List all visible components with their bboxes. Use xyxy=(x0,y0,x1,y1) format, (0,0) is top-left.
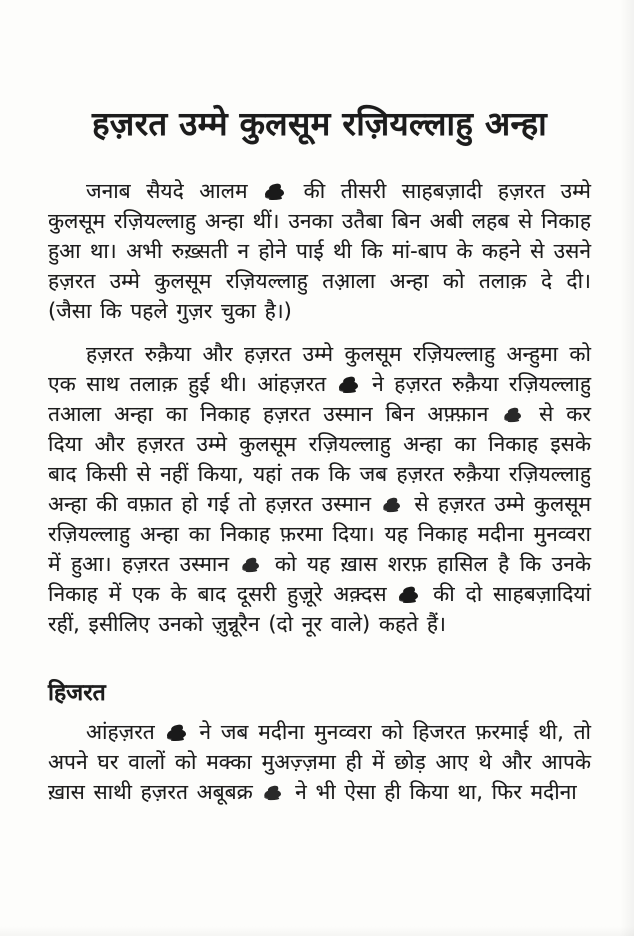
companion-honorific-icon xyxy=(505,408,523,423)
prophet-honorific-icon xyxy=(167,725,188,742)
companion-honorific-icon xyxy=(243,558,261,573)
paragraph-3: आंहज़रत ने जब मदीना मुनव्वरा को हिजरत फ़रमाई थी, तो अपने घर वालों को मक्का मुअज़्ज़मा ही में छोड़ आए थे और आपके ख़ास साथी हज़रत अबूबक्र ने भी ऐसा ही किया था, फिर मदीना xyxy=(48,719,591,804)
prophet-honorific-icon xyxy=(399,587,420,604)
companion-honorific-icon xyxy=(383,498,401,513)
prophet-honorific-icon xyxy=(265,184,286,201)
companion-honorific-icon xyxy=(265,786,283,801)
page-title: हज़रत उम्मे कुलसूम रज़ियल्लाहु अन्हा xyxy=(91,104,548,143)
paragraph-1: जनाब सैयदे आलम की तीसरी साहबज़ादी हज़रत उम्मे कुलसूम रज़ियल्लाहु अन्हा थीं। उनका उतैबा बिन अबी लहब से निकाह हुआ था। अभी रुख़्सती न होने पाई थी कि मां-बाप के कहने से उसने हज़रत उम्मे कुलसूम रज़ियल्लाहु तआ़ला अन्हा को तलाक़ दे दी। (जैसा कि पहले गुज़र चुका है।) xyxy=(48,178,591,323)
paragraph-2: हज़रत रुक़ैया और हज़रत उम्मे कुलसूम रज़ियल्लाहु अन्हुमा को एक साथ तलाक़ हुई थी। आंहज़रत ने हज़रत रुक़ैया रज़ियल्लाहु तआला अन्हा का निकाह हज़रत उस्मान बिन अफ़्फ़ान से कर दिया और हज़रत उम्मे कुलसूम रज़ियल्लाहु अन्हा का निकाह इसके बाद किसी से नहीं किया, यहां तक कि जब हज़रत रुक़ैया रज़ियल्लाहु अन्हा की वफ़ात हो गई तो हज़रत उस्मान से हज़रत उम्मे कुलसूम रज़ियल्लाहु अन्हा का निकाह फ़रमा दिया। यह निकाह मदीना मुनव्वरा में हुआ। हज़रत उस्मान को यह ख़ास शरफ़ हासिल है कि उनके निकाह में एक के बाद दूसरी हुज़ूरे अक़्दस की दो साहबज़ादियां रहीं, इसीलिए उनको ज़ुन्नूरैन (दो नूर वाले) कहते हैं। xyxy=(48,341,592,636)
prophet-honorific-icon xyxy=(339,377,360,394)
page-content xyxy=(48,0,591,807)
section-heading-hijrat: हिजरत xyxy=(48,679,106,706)
